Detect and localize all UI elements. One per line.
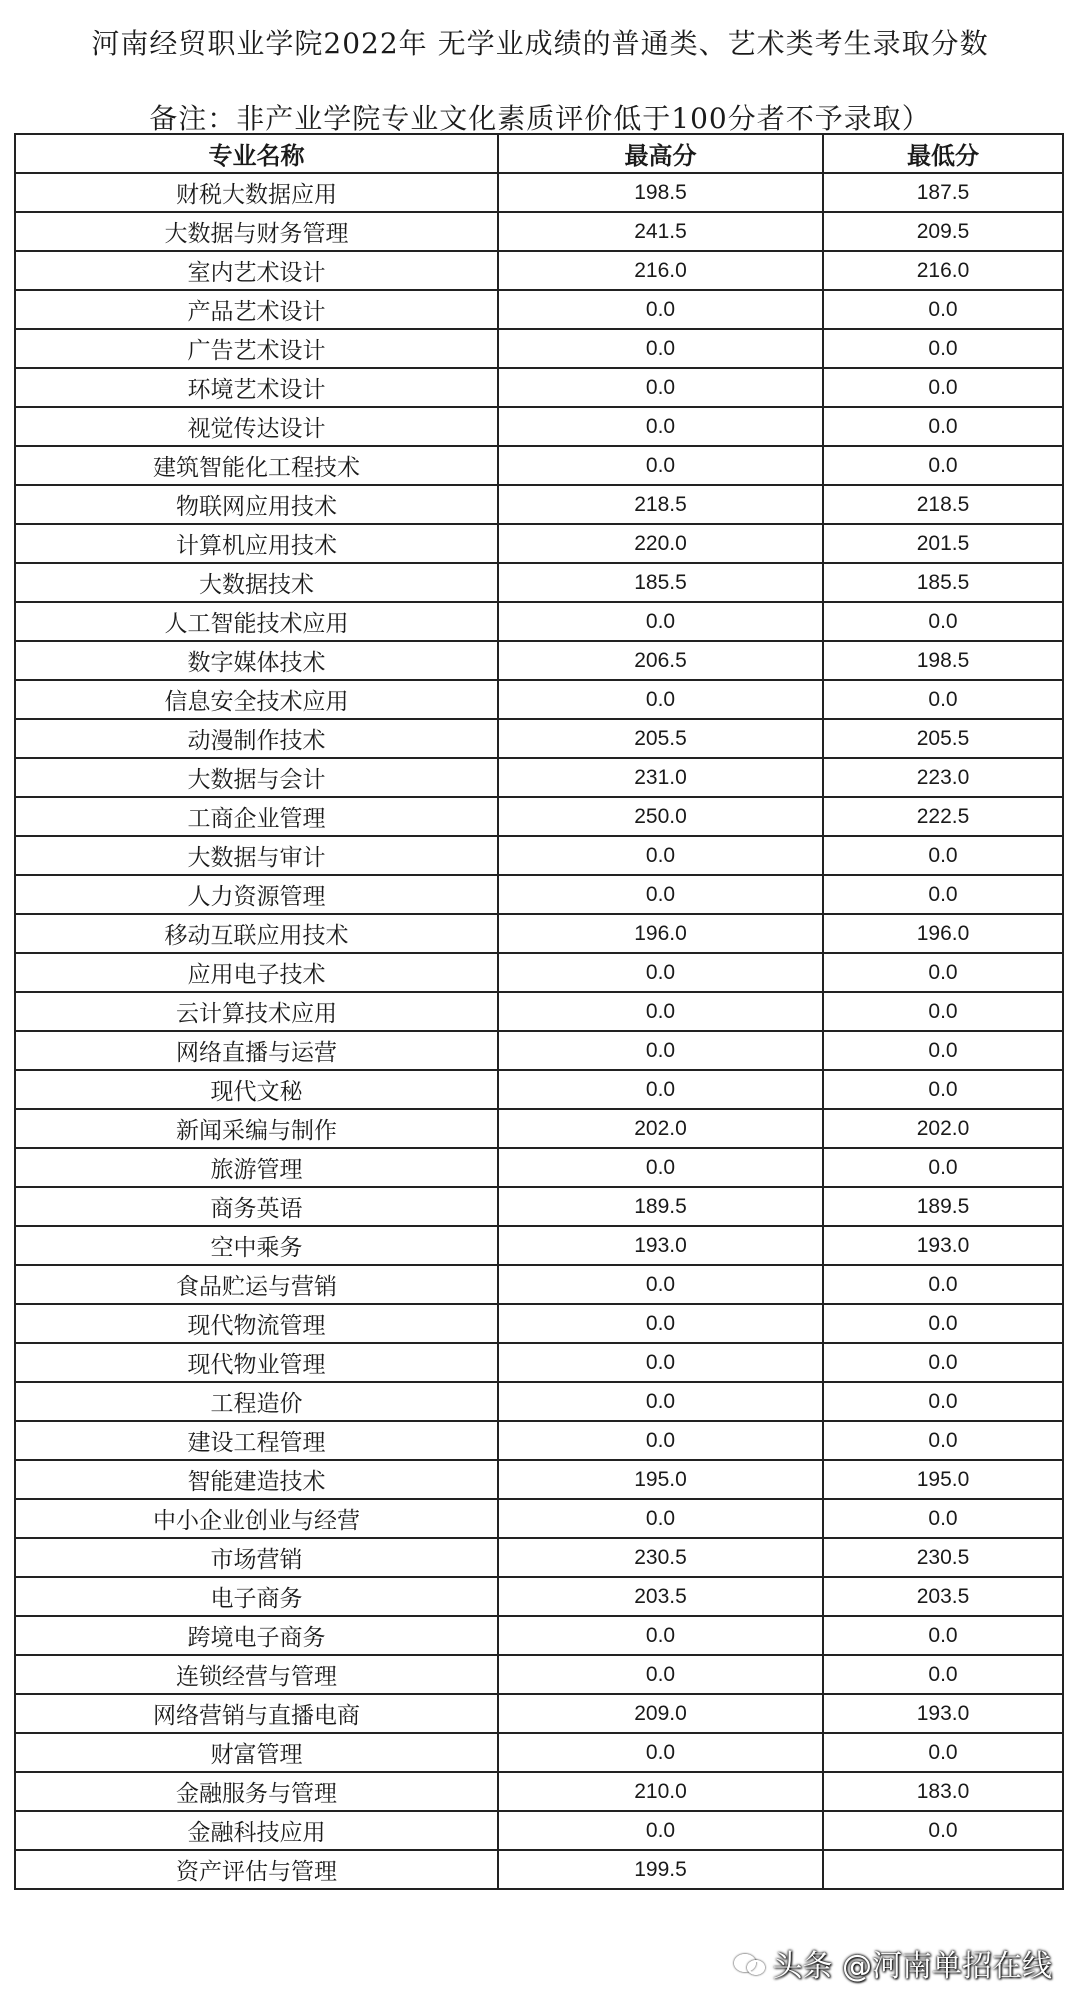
min-score-cell: 0.0 [823,1031,1063,1070]
min-score-cell: 0.0 [823,680,1063,719]
table-row [15,992,1063,1031]
table-row [15,602,1063,641]
table-row [15,1148,1063,1187]
max-score-cell: 205.5 [498,719,823,758]
min-score-cell: 187.5 [823,173,1063,212]
min-score-cell: 195.0 [823,1460,1063,1499]
major-name-cell: 连锁经营与管理 [15,1655,498,1694]
table-row [15,836,1063,875]
max-score-cell: 0.0 [498,1421,823,1460]
major-name-cell: 产品艺术设计 [15,290,498,329]
min-score-cell: 201.5 [823,524,1063,563]
min-score-cell: 0.0 [823,836,1063,875]
max-score-cell: 202.0 [498,1109,823,1148]
table-row [15,1811,1063,1850]
max-score-cell: 0.0 [498,836,823,875]
min-score-cell: 0.0 [823,1148,1063,1187]
table-body [15,173,1063,1889]
major-name-cell: 工程造价 [15,1382,498,1421]
table-row [15,446,1063,485]
max-score-cell: 241.5 [498,212,823,251]
max-score-cell: 220.0 [498,524,823,563]
table-row [15,1304,1063,1343]
max-score-cell: 0.0 [498,407,823,446]
document-note: 备注：非产业学院专业文化素质评价低于100分者不予录取） [149,102,931,135]
min-score-cell: 193.0 [823,1226,1063,1265]
major-name-cell: 市场营销 [15,1538,498,1577]
table-row [15,1421,1063,1460]
min-score-cell: 205.5 [823,719,1063,758]
max-score-cell: 0.0 [498,368,823,407]
max-score-cell: 0.0 [498,1382,823,1421]
table-row [15,407,1063,446]
min-score-cell: 202.0 [823,1109,1063,1148]
max-score-cell: 195.0 [498,1460,823,1499]
table-row [15,1226,1063,1265]
min-score-cell: 0.0 [823,446,1063,485]
major-name-cell: 空中乘务 [15,1226,498,1265]
major-name-cell: 现代文秘 [15,1070,498,1109]
table-row [15,1265,1063,1304]
table-row [15,914,1063,953]
min-score-cell: 230.5 [823,1538,1063,1577]
min-score-cell: 218.5 [823,485,1063,524]
min-score-cell: 0.0 [823,602,1063,641]
major-name-cell: 大数据与会计 [15,758,498,797]
major-name-cell: 大数据技术 [15,563,498,602]
major-name-cell: 大数据与审计 [15,836,498,875]
table-row [15,563,1063,602]
major-name-cell: 金融服务与管理 [15,1772,498,1811]
major-name-cell: 财税大数据应用 [15,173,498,212]
table-row [15,212,1063,251]
max-score-cell: 0.0 [498,992,823,1031]
min-score-cell: 0.0 [823,329,1063,368]
max-score-cell: 0.0 [498,329,823,368]
table-row [15,329,1063,368]
table-row [15,1577,1063,1616]
major-name-cell: 商务英语 [15,1187,498,1226]
major-name-cell: 广告艺术设计 [15,329,498,368]
min-score-cell: 0.0 [823,1499,1063,1538]
major-name-cell: 跨境电子商务 [15,1616,498,1655]
table-row [15,1538,1063,1577]
column-header-max-score: 最高分 [498,134,823,173]
min-score-cell: 209.5 [823,212,1063,251]
table-row [15,875,1063,914]
major-name-cell: 网络营销与直播电商 [15,1694,498,1733]
min-score-cell: 193.0 [823,1694,1063,1733]
min-score-cell: 0.0 [823,1655,1063,1694]
min-score-cell: 196.0 [823,914,1063,953]
table-row [15,797,1063,836]
table-row [15,368,1063,407]
major-name-cell: 人工智能技术应用 [15,602,498,641]
table-row [15,1850,1063,1889]
column-header-min-score: 最低分 [823,134,1063,173]
major-name-cell: 环境艺术设计 [15,368,498,407]
table-row [15,1343,1063,1382]
table-header-row [15,134,1063,173]
max-score-cell: 231.0 [498,758,823,797]
document-title: 河南经贸职业学院2022年 无学业成绩的普通类、艺术类考生录取分数 [91,27,989,60]
watermark-text: 头条 @河南单招在线 [772,1949,1052,1984]
min-score-cell: 0.0 [823,1343,1063,1382]
min-score-cell: 0.0 [823,1421,1063,1460]
major-name-cell: 现代物业管理 [15,1343,498,1382]
min-score-cell: 0.0 [823,407,1063,446]
max-score-cell: 0.0 [498,1811,823,1850]
max-score-cell: 0.0 [498,602,823,641]
major-name-cell: 建设工程管理 [15,1421,498,1460]
table-row [15,524,1063,563]
min-score-cell: 216.0 [823,251,1063,290]
max-score-cell: 0.0 [498,290,823,329]
major-name-cell: 建筑智能化工程技术 [15,446,498,485]
major-name-cell: 大数据与财务管理 [15,212,498,251]
min-score-cell: 0.0 [823,953,1063,992]
max-score-cell: 0.0 [498,1655,823,1694]
max-score-cell: 203.5 [498,1577,823,1616]
table-row [15,1031,1063,1070]
chat-bubbles-icon [734,1952,764,1974]
major-name-cell: 财富管理 [15,1733,498,1772]
max-score-cell: 210.0 [498,1772,823,1811]
max-score-cell: 198.5 [498,173,823,212]
table-row [15,1499,1063,1538]
max-score-cell: 0.0 [498,1343,823,1382]
score-table [14,133,1064,1890]
min-score-cell: 223.0 [823,758,1063,797]
major-name-cell: 物联网应用技术 [15,485,498,524]
min-score-cell: 0.0 [823,1811,1063,1850]
min-score-cell: 0.0 [823,1616,1063,1655]
min-score-cell [823,1850,1063,1889]
min-score-cell: 189.5 [823,1187,1063,1226]
major-name-cell: 金融科技应用 [15,1811,498,1850]
major-name-cell: 现代物流管理 [15,1304,498,1343]
max-score-cell: 199.5 [498,1850,823,1889]
major-name-cell: 食品贮运与营销 [15,1265,498,1304]
major-name-cell: 工商企业管理 [15,797,498,836]
max-score-cell: 0.0 [498,1148,823,1187]
table-row [15,1733,1063,1772]
table-row [15,290,1063,329]
max-score-cell: 0.0 [498,1733,823,1772]
table-row [15,1616,1063,1655]
major-name-cell: 动漫制作技术 [15,719,498,758]
min-score-cell: 198.5 [823,641,1063,680]
max-score-cell: 0.0 [498,1070,823,1109]
max-score-cell: 209.0 [498,1694,823,1733]
table-row [15,1070,1063,1109]
max-score-cell: 0.0 [498,953,823,992]
major-name-cell: 视觉传达设计 [15,407,498,446]
max-score-cell: 0.0 [498,1304,823,1343]
min-score-cell: 0.0 [823,992,1063,1031]
major-name-cell: 云计算技术应用 [15,992,498,1031]
table-row [15,1694,1063,1733]
min-score-cell: 0.0 [823,368,1063,407]
table-row [15,1382,1063,1421]
min-score-cell: 185.5 [823,563,1063,602]
table-row [15,1187,1063,1226]
max-score-cell: 206.5 [498,641,823,680]
table-row [15,719,1063,758]
min-score-cell: 0.0 [823,875,1063,914]
table-row [15,641,1063,680]
major-name-cell: 移动互联应用技术 [15,914,498,953]
min-score-cell: 203.5 [823,1577,1063,1616]
major-name-cell: 智能建造技术 [15,1460,498,1499]
table-row [15,1772,1063,1811]
column-header-major: 专业名称 [15,134,498,173]
max-score-cell: 0.0 [498,1265,823,1304]
major-name-cell: 人力资源管理 [15,875,498,914]
table-row [15,953,1063,992]
max-score-cell: 0.0 [498,1031,823,1070]
max-score-cell: 196.0 [498,914,823,953]
min-score-cell: 0.0 [823,1733,1063,1772]
max-score-cell: 193.0 [498,1226,823,1265]
max-score-cell: 185.5 [498,563,823,602]
watermark [734,1941,1052,1985]
table-row [15,173,1063,212]
max-score-cell: 230.5 [498,1538,823,1577]
max-score-cell: 0.0 [498,446,823,485]
major-name-cell: 旅游管理 [15,1148,498,1187]
table-row [15,1109,1063,1148]
min-score-cell: 0.0 [823,1265,1063,1304]
max-score-cell: 0.0 [498,875,823,914]
max-score-cell: 0.0 [498,1499,823,1538]
major-name-cell: 室内艺术设计 [15,251,498,290]
major-name-cell: 资产评估与管理 [15,1850,498,1889]
table-row [15,1655,1063,1694]
min-score-cell: 0.0 [823,290,1063,329]
table-row [15,251,1063,290]
max-score-cell: 189.5 [498,1187,823,1226]
table-row [15,485,1063,524]
min-score-cell: 0.0 [823,1070,1063,1109]
min-score-cell: 183.0 [823,1772,1063,1811]
major-name-cell: 应用电子技术 [15,953,498,992]
table-row [15,758,1063,797]
max-score-cell: 216.0 [498,251,823,290]
major-name-cell: 电子商务 [15,1577,498,1616]
major-name-cell: 中小企业创业与经营 [15,1499,498,1538]
major-name-cell: 新闻采编与制作 [15,1109,498,1148]
major-name-cell: 数字媒体技术 [15,641,498,680]
major-name-cell: 计算机应用技术 [15,524,498,563]
min-score-cell: 0.0 [823,1304,1063,1343]
min-score-cell: 0.0 [823,1382,1063,1421]
table-row [15,1460,1063,1499]
max-score-cell: 218.5 [498,485,823,524]
min-score-cell: 222.5 [823,797,1063,836]
major-name-cell: 网络直播与运营 [15,1031,498,1070]
max-score-cell: 0.0 [498,1616,823,1655]
max-score-cell: 250.0 [498,797,823,836]
max-score-cell: 0.0 [498,680,823,719]
major-name-cell: 信息安全技术应用 [15,680,498,719]
table-row [15,680,1063,719]
